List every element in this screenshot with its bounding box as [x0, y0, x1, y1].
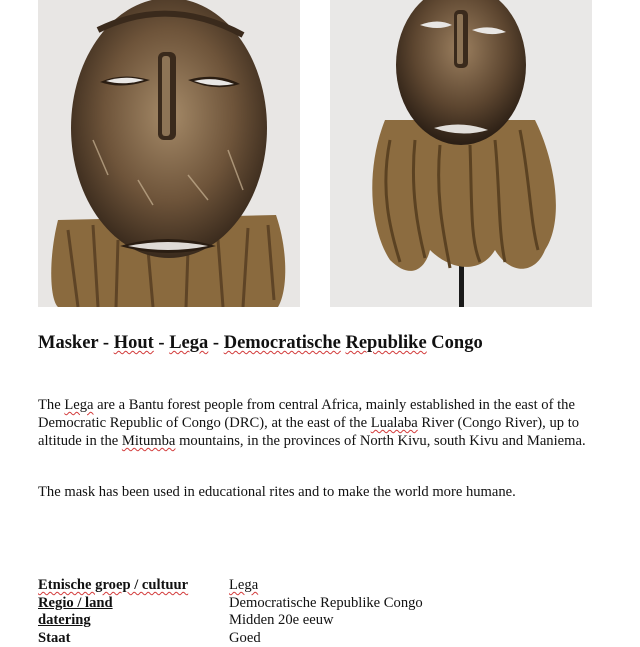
page-title	[38, 333, 618, 354]
text-run-mitumba: Mitumba	[122, 433, 176, 449]
title-culture: Lega	[169, 333, 208, 353]
title-separator: -	[154, 333, 169, 353]
mask-photo-beard	[330, 0, 592, 307]
text-run: mountains, in the provinces of North Kivu, south Kivu and Maniema.	[175, 433, 585, 449]
metadata-row-region	[38, 595, 618, 613]
mask-side-image	[330, 0, 592, 307]
title-country-word-3: Congo	[427, 333, 483, 353]
text-run: The	[38, 397, 64, 413]
mask-front-image	[38, 0, 300, 307]
metadata-label	[38, 577, 229, 595]
metadata-table	[38, 577, 618, 647]
value-text: Lega	[229, 577, 258, 593]
title-part: Masker -	[38, 333, 114, 353]
mask-photo-front	[38, 0, 300, 307]
metadata-value: Midden 20e eeuw	[229, 612, 334, 630]
text-run: are a Bantu forest people from central Africa, mainly established in the east of the Democratic Republic of Congo (DRC), at the east of the	[38, 397, 575, 431]
metadata-row-ethnic-group	[38, 577, 618, 595]
metadata-label: Staat	[38, 630, 229, 647]
title-separator: -	[208, 333, 223, 353]
text-run-lualaba: Lualaba	[371, 415, 418, 431]
label-text: Regio / land	[38, 595, 113, 611]
metadata-label	[38, 612, 229, 630]
label-text: datering	[38, 612, 91, 628]
metadata-label	[38, 595, 229, 613]
title-country-word-2: Republike	[345, 333, 426, 353]
description-paragraph	[38, 396, 613, 450]
label-text: Etnische groep / cultuur	[38, 577, 188, 593]
metadata-value: Goed	[229, 630, 261, 647]
metadata-value	[229, 577, 258, 595]
text-run: River (Congo River), up to altitude in the	[38, 415, 579, 449]
metadata-value: Democratische Republike Congo	[229, 595, 423, 613]
metadata-row-dating	[38, 612, 618, 630]
title-country-word-1: Democratische	[224, 333, 341, 353]
metadata-row-condition	[38, 630, 618, 647]
text-run-lega: Lega	[64, 397, 93, 413]
usage-paragraph: The mask has been used in educational rites and to make the world more humane.	[38, 483, 613, 501]
title-material: Hout	[114, 333, 154, 353]
